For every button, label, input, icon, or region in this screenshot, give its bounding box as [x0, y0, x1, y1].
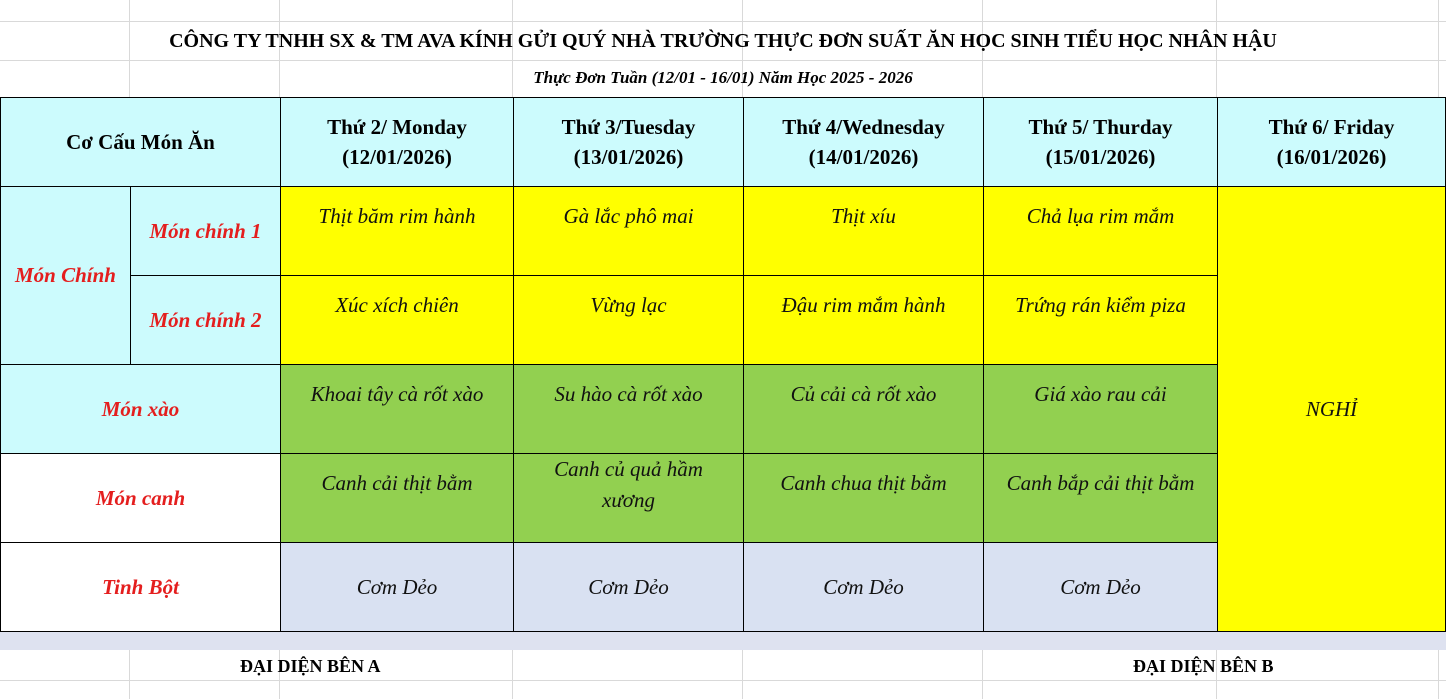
dish-cell: Cơm Dẻo: [984, 543, 1218, 632]
row-label-starch: Tinh Bột: [1, 543, 281, 632]
signature-party-b: ĐẠI DIỆN BÊN B: [1133, 655, 1274, 676]
dish-cell: Vừng lạc: [514, 276, 744, 365]
row-label-stir-fry: Món xào: [1, 365, 281, 454]
day-date: (14/01/2026): [808, 145, 919, 169]
signature-party-a: ĐẠI DIỆN BÊN A: [240, 655, 381, 676]
dish-cell: Chả lụa rim mắm: [984, 187, 1218, 276]
dish-cell: Cơm Dẻo: [514, 543, 744, 632]
day-header-wednesday: [744, 98, 984, 187]
dish-cell: Canh chua thịt bằm: [744, 454, 984, 543]
document-title: CÔNG TY TNHH SX & TM AVA KÍNH GỬI QUÝ NHÀ TRƯỜNG THỰC ĐƠN SUẤT ĂN HỌC SINH TIỂU HỌC NHÂN HẬU: [169, 29, 1277, 52]
day-date: (16/01/2026): [1276, 145, 1387, 169]
group-label-main: Món Chính: [1, 187, 131, 365]
day-header-thursday: [984, 98, 1218, 187]
day-date: (15/01/2026): [1045, 145, 1156, 169]
day-name: Thứ 4/Wednesday: [782, 115, 945, 139]
day-date: (13/01/2026): [573, 145, 684, 169]
day-name: Thứ 3/Tuesday: [561, 115, 696, 139]
dish-cell: Canh cải thịt bằm: [281, 454, 514, 543]
table-header-row: [1, 98, 1446, 187]
dish-cell: Gà lắc phô mai: [514, 187, 744, 276]
weekly-menu-table: [0, 97, 1446, 632]
day-header-friday: [1218, 98, 1446, 187]
dish-cell: Thịt băm rim hành: [281, 187, 514, 276]
dish-cell: Cơm Dẻo: [281, 543, 514, 632]
day-date: (12/01/2026): [342, 145, 452, 169]
day-header-tuesday: [514, 98, 744, 187]
dish-cell: Củ cải cà rốt xào: [744, 365, 984, 454]
friday-off-cell: NGHỈ: [1218, 187, 1446, 632]
dish-cell: Trứng rán kiểm piza: [984, 276, 1218, 365]
row-label-soup: Món canh: [1, 454, 281, 543]
day-header-monday: [281, 98, 514, 187]
day-name: Thứ 5/ Thurday: [1028, 115, 1173, 139]
row-label-main2: Món chính 2: [131, 276, 281, 365]
dish-cell: Su hào cà rốt xào: [514, 365, 744, 454]
separator-strip: [0, 632, 1446, 650]
dish-cell: Cơm Dẻo: [744, 543, 984, 632]
dish-cell: Đậu rim mắm hành: [744, 276, 984, 365]
dish-cell: Thịt xíu: [744, 187, 984, 276]
table-row-main1: [1, 187, 1446, 276]
week-subtitle: Thực Đơn Tuần (12/01 - 16/01) Năm Học 2025 - 2026: [533, 68, 913, 87]
day-name: Thứ 6/ Friday: [1268, 115, 1395, 139]
dish-cell: Giá xào rau cải: [984, 365, 1218, 454]
dish-cell: Canh bắp cải thịt bằm: [984, 454, 1218, 543]
dish-cell: Khoai tây cà rốt xào: [281, 365, 514, 454]
day-name: Thứ 2/ Monday: [327, 115, 467, 139]
dish-cell: Canh củ quả hầm xương: [514, 454, 744, 543]
dish-cell: Xúc xích chiên: [281, 276, 514, 365]
corner-label: Cơ Cấu Món Ăn: [1, 98, 281, 187]
row-label-main1: Món chính 1: [131, 187, 281, 276]
